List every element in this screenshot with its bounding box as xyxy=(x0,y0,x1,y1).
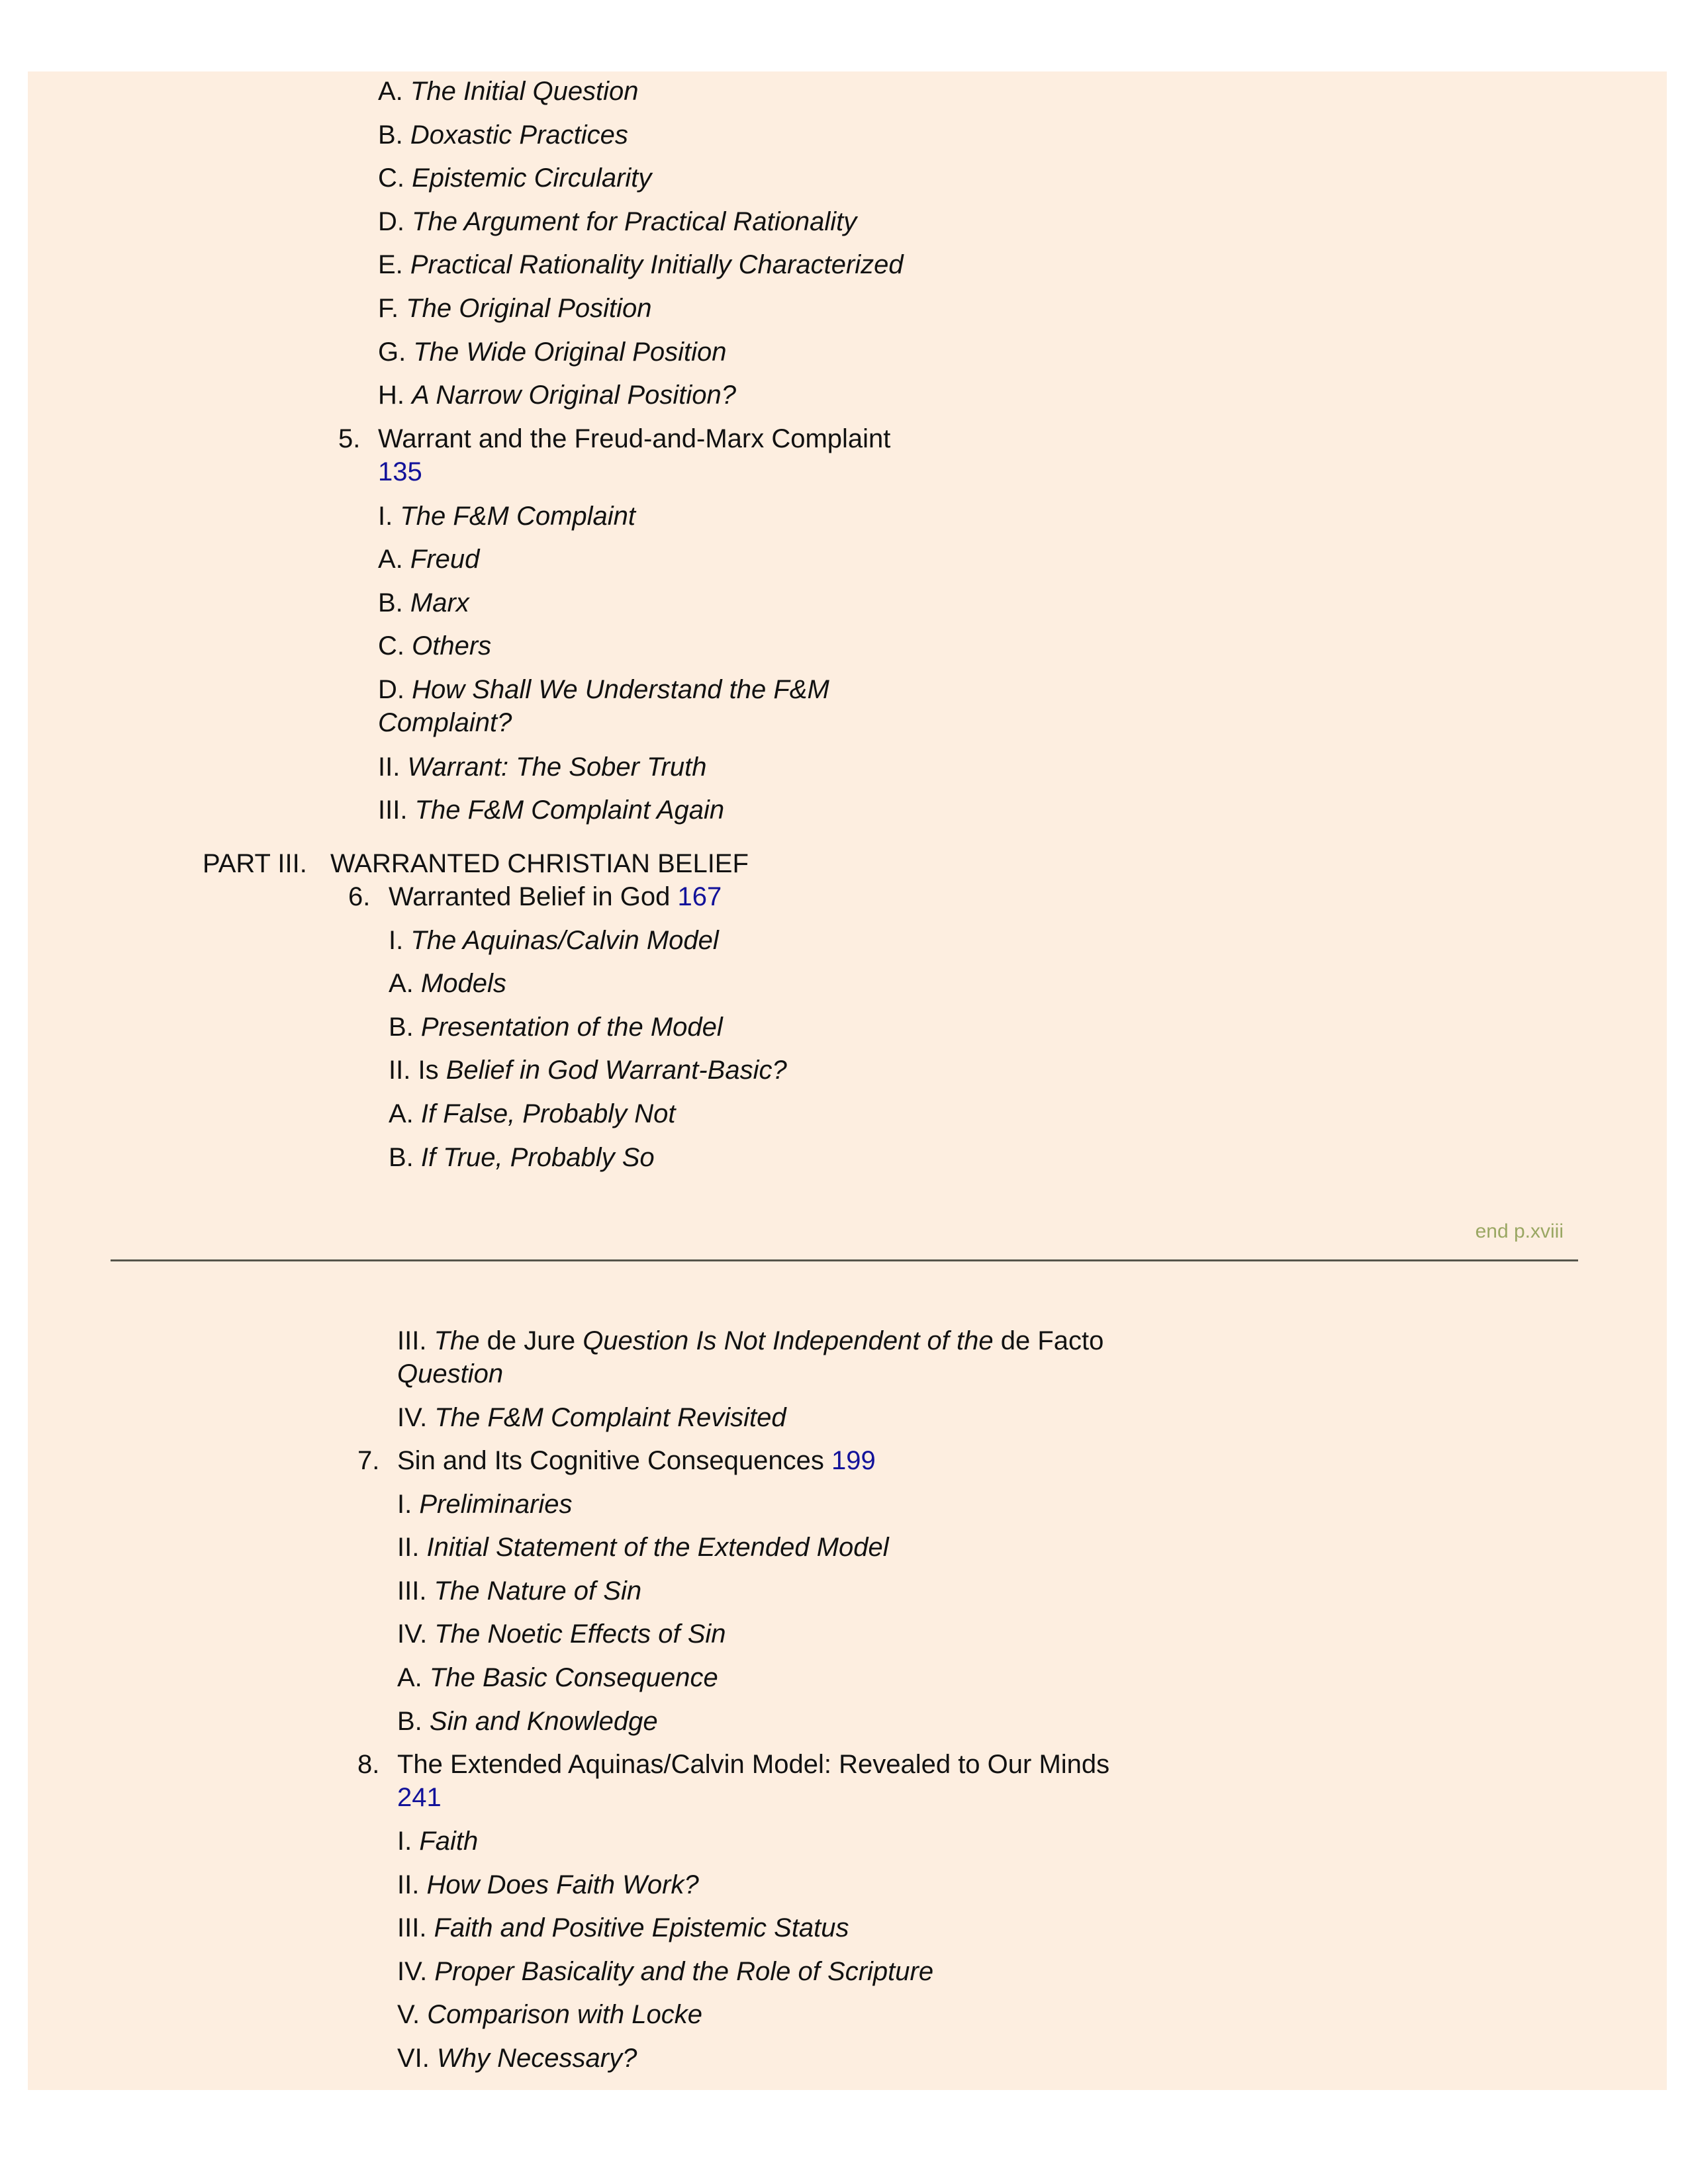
toc-item[interactable]: C. Epistemic Circularity xyxy=(378,163,652,193)
toc-item[interactable]: III. Faith and Positive Epistemic Status xyxy=(397,1913,849,1942)
part-title: WARRANTED CHRISTIAN BELIEF xyxy=(330,849,749,878)
toc-item[interactable]: C. Others xyxy=(378,631,492,660)
toc-item[interactable]: I. Preliminaries xyxy=(397,1490,573,1519)
toc-item[interactable]: I. The Aquinas/Calvin Model xyxy=(389,926,719,955)
chapter-title[interactable]: The Extended Aquinas/Calvin Model: Revealed to Our Minds xyxy=(397,1750,1110,1779)
toc-item[interactable]: A. Models xyxy=(389,969,506,998)
toc-item[interactable]: A. Freud xyxy=(378,545,480,574)
toc-item[interactable]: A. The Basic Consequence xyxy=(397,1663,718,1692)
toc-item[interactable]: E. Practical Rationality Initially Characterized xyxy=(378,250,904,279)
page-end-marker: end p.xviii xyxy=(1475,1220,1564,1242)
toc-item[interactable]: F. The Original Position xyxy=(378,294,652,323)
toc-item[interactable]: B. Doxastic Practices xyxy=(378,120,628,150)
toc-item[interactable]: VI. Why Necessary? xyxy=(397,2044,637,2073)
chapter-number: 8. xyxy=(357,1750,380,1779)
part-label: PART III. xyxy=(203,849,307,878)
toc-item[interactable]: II. Warrant: The Sober Truth xyxy=(378,752,707,782)
chapter-title[interactable]: Warranted Belief in God 167 xyxy=(389,882,722,911)
toc-item[interactable]: D. How Shall We Understand the F&M xyxy=(378,675,829,704)
toc-item[interactable]: A. If False, Probably Not xyxy=(389,1099,676,1128)
toc-item[interactable]: B. If True, Probably So xyxy=(389,1143,655,1172)
toc-item[interactable]: H. A Narrow Original Position? xyxy=(378,381,736,410)
toc-item[interactable]: II. Initial Statement of the Extended Model xyxy=(397,1533,889,1562)
toc-item[interactable]: III. The F&M Complaint Again xyxy=(378,796,725,825)
toc-item-continuation: Question xyxy=(397,1359,504,1388)
chapter-title[interactable]: Warrant and the Freud-and-Marx Complaint xyxy=(378,424,891,453)
chapter-page-link[interactable]: 241 xyxy=(397,1783,442,1812)
chapter-number: 5. xyxy=(338,424,361,453)
toc-item[interactable]: IV. The Noetic Effects of Sin xyxy=(397,1619,726,1649)
toc-item[interactable]: A. The Initial Question xyxy=(378,77,639,106)
toc-item[interactable]: B. Presentation of the Model xyxy=(389,1013,723,1042)
chapter-number: 7. xyxy=(357,1446,380,1475)
toc-item[interactable]: III. The Nature of Sin xyxy=(397,1576,642,1606)
toc-item[interactable]: V. Comparison with Locke xyxy=(397,2000,702,2029)
toc-item[interactable]: I. The F&M Complaint xyxy=(378,502,636,531)
toc-item[interactable]: B. Sin and Knowledge xyxy=(397,1707,658,1736)
toc-item[interactable]: D. The Argument for Practical Rationality xyxy=(378,207,857,236)
chapter-title[interactable]: Sin and Its Cognitive Consequences 199 xyxy=(397,1446,876,1475)
toc-item[interactable]: III. The de Jure Question Is Not Independent of the de Facto xyxy=(397,1326,1104,1355)
chapter-page-link[interactable]: 199 xyxy=(831,1446,876,1475)
toc-item[interactable]: G. The Wide Original Position xyxy=(378,338,727,367)
chapter-page-link[interactable]: 167 xyxy=(677,882,722,911)
toc-item[interactable]: II. Is Belief in God Warrant-Basic? xyxy=(389,1056,787,1085)
toc-item-continuation: Complaint? xyxy=(378,708,512,737)
page-background xyxy=(28,71,1667,2090)
toc-item[interactable]: B. Marx xyxy=(378,588,469,617)
toc-item[interactable]: IV. Proper Basicality and the Role of Scripture xyxy=(397,1957,934,1986)
toc-item[interactable]: IV. The F&M Complaint Revisited xyxy=(397,1403,786,1432)
toc-item[interactable]: I. Faith xyxy=(397,1827,479,1856)
page-divider xyxy=(111,1259,1578,1261)
chapter-number: 6. xyxy=(348,882,371,911)
toc-item[interactable]: II. How Does Faith Work? xyxy=(397,1870,699,1899)
chapter-page-link[interactable]: 135 xyxy=(378,457,422,486)
